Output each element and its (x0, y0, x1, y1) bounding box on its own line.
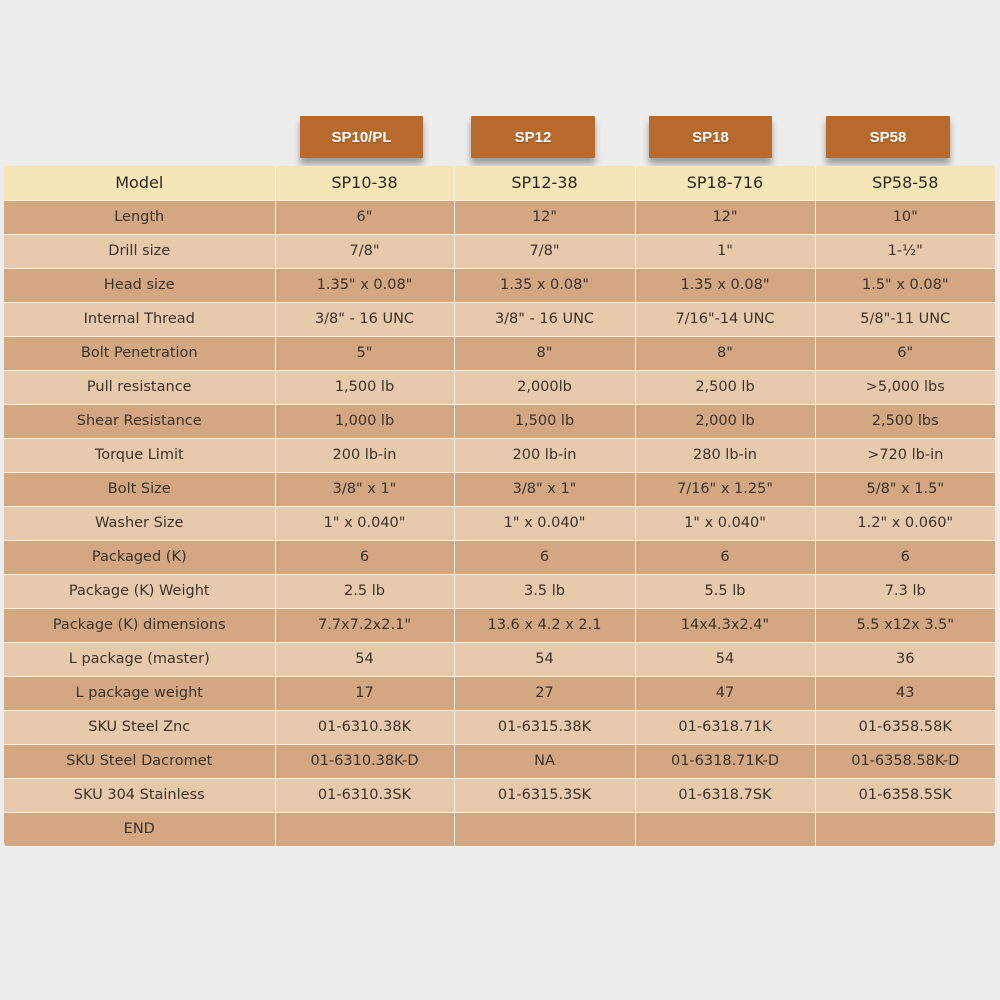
value-cell: 7.7x7.2x2.1" (275, 608, 454, 642)
table-row (4, 370, 995, 404)
tab-label: SP58 (869, 128, 907, 146)
value-cell: 200 lb-in (454, 438, 635, 472)
table-row (4, 574, 995, 608)
value-cell: 2,000lb (454, 370, 635, 404)
header-cell: SP10-38 (275, 166, 454, 200)
value-cell: 6 (275, 540, 454, 574)
value-cell (275, 812, 454, 846)
row-label-cell: L package (master) (4, 642, 275, 676)
value-cell: 01-6318.71K (635, 710, 815, 744)
value-cell: 3.5 lb (454, 574, 635, 608)
value-cell: 6" (275, 200, 454, 234)
value-cell: 1,000 lb (275, 404, 454, 438)
value-cell (454, 812, 635, 846)
value-cell: 1" x 0.040" (454, 506, 635, 540)
spec-table (4, 166, 995, 847)
value-cell: 2,500 lbs (815, 404, 995, 438)
table-row (4, 608, 995, 642)
value-cell: 6 (815, 540, 995, 574)
table-row (4, 200, 995, 234)
spec-table-container (4, 166, 995, 849)
value-cell: 5.5 lb (635, 574, 815, 608)
value-cell: 280 lb-in (635, 438, 815, 472)
value-cell: 01-6310.38K-D (275, 744, 454, 778)
header-cell: Model (4, 166, 275, 200)
value-cell: 01-6318.7SK (635, 778, 815, 812)
row-label-cell: Shear Resistance (4, 404, 275, 438)
value-cell: NA (454, 744, 635, 778)
value-cell (815, 812, 995, 846)
value-cell: 54 (275, 642, 454, 676)
value-cell: 1.35 x 0.08" (454, 268, 635, 302)
tab-label: SP10/PL (331, 128, 392, 146)
value-cell: 01-6315.3SK (454, 778, 635, 812)
value-cell: 54 (635, 642, 815, 676)
value-cell: 2,500 lb (635, 370, 815, 404)
row-label-cell: END (4, 812, 275, 846)
value-cell: 27 (454, 676, 635, 710)
value-cell: 13.6 x 4.2 x 2.1 (454, 608, 635, 642)
value-cell: 1,500 lb (454, 404, 635, 438)
value-cell: 47 (635, 676, 815, 710)
value-cell: 7/16" x 1.25" (635, 472, 815, 506)
table-row (4, 710, 995, 744)
value-cell: >5,000 lbs (815, 370, 995, 404)
value-cell: 2,000 lb (635, 404, 815, 438)
row-label-cell: Internal Thread (4, 302, 275, 336)
value-cell: 6 (454, 540, 635, 574)
value-cell: 01-6358.58K-D (815, 744, 995, 778)
value-cell: 01-6315.38K (454, 710, 635, 744)
value-cell: 3/8" x 1" (454, 472, 635, 506)
value-cell: 3/8" - 16 UNC (454, 302, 635, 336)
header-cell: SP58-58 (815, 166, 995, 200)
value-cell: 7/8" (275, 234, 454, 268)
value-cell: 43 (815, 676, 995, 710)
row-label-cell: Torque Limit (4, 438, 275, 472)
value-cell: 1.35 x 0.08" (635, 268, 815, 302)
value-cell: 5" (275, 336, 454, 370)
value-cell: 12" (454, 200, 635, 234)
value-cell: 1.5" x 0.08" (815, 268, 995, 302)
table-row (4, 744, 995, 778)
model-tabs (0, 0, 1000, 166)
value-cell (635, 812, 815, 846)
table-row (4, 676, 995, 710)
value-cell: 10" (815, 200, 995, 234)
value-cell: 1.2" x 0.060" (815, 506, 995, 540)
row-label-cell: Head size (4, 268, 275, 302)
value-cell: 12" (635, 200, 815, 234)
row-label-cell: Packaged (K) (4, 540, 275, 574)
row-label-cell: Package (K) Weight (4, 574, 275, 608)
header-cell: SP12-38 (454, 166, 635, 200)
row-label-cell: L package weight (4, 676, 275, 710)
value-cell: 6" (815, 336, 995, 370)
tab-sp58[interactable] (826, 116, 950, 158)
value-cell: 54 (454, 642, 635, 676)
value-cell: 36 (815, 642, 995, 676)
row-label-cell: Washer Size (4, 506, 275, 540)
table-row (4, 404, 995, 438)
value-cell: 6 (635, 540, 815, 574)
table-row (4, 472, 995, 506)
value-cell: 3/8" - 16 UNC (275, 302, 454, 336)
row-label-cell: SKU 304 Stainless (4, 778, 275, 812)
table-row (4, 302, 995, 336)
table-row (4, 540, 995, 574)
value-cell: 2.5 lb (275, 574, 454, 608)
table-row (4, 336, 995, 370)
table-row (4, 506, 995, 540)
value-cell: 8" (635, 336, 815, 370)
table-row (4, 642, 995, 676)
value-cell: 14x4.3x2.4" (635, 608, 815, 642)
value-cell: 7/8" (454, 234, 635, 268)
value-cell: >720 lb-in (815, 438, 995, 472)
value-cell: 1,500 lb (275, 370, 454, 404)
value-cell: 1.35" x 0.08" (275, 268, 454, 302)
tab-label: SP18 (692, 128, 729, 146)
value-cell: 01-6358.5SK (815, 778, 995, 812)
value-cell: 200 lb-in (275, 438, 454, 472)
value-cell: 3/8" x 1" (275, 472, 454, 506)
value-cell: 5/8"-11 UNC (815, 302, 995, 336)
row-label-cell: Drill size (4, 234, 275, 268)
table-row (4, 778, 995, 812)
value-cell: 01-6358.58K (815, 710, 995, 744)
value-cell: 7.3 lb (815, 574, 995, 608)
value-cell: 1-½" (815, 234, 995, 268)
row-label-cell: Pull resistance (4, 370, 275, 404)
value-cell: 01-6310.3SK (275, 778, 454, 812)
row-label-cell: SKU Steel Dacromet (4, 744, 275, 778)
value-cell: 7/16"-14 UNC (635, 302, 815, 336)
value-cell: 01-6310.38K (275, 710, 454, 744)
row-label-cell: Bolt Size (4, 472, 275, 506)
tab-sp12[interactable] (471, 116, 595, 158)
table-header-row (4, 166, 995, 200)
header-cell: SP18-716 (635, 166, 815, 200)
table-row (4, 438, 995, 472)
value-cell: 1" x 0.040" (635, 506, 815, 540)
tab-sp10-pl[interactable] (300, 116, 423, 158)
value-cell: 1" (635, 234, 815, 268)
value-cell: 8" (454, 336, 635, 370)
value-cell: 5.5 x12x 3.5" (815, 608, 995, 642)
table-row (4, 234, 995, 268)
value-cell: 1" x 0.040" (275, 506, 454, 540)
value-cell: 5/8" x 1.5" (815, 472, 995, 506)
tab-label: SP12 (514, 128, 552, 146)
tab-sp18[interactable] (649, 116, 772, 158)
row-label-cell: Package (K) dimensions (4, 608, 275, 642)
value-cell: 01-6318.71K-D (635, 744, 815, 778)
row-label-cell: Bolt Penetration (4, 336, 275, 370)
value-cell: 17 (275, 676, 454, 710)
row-label-cell: SKU Steel Znc (4, 710, 275, 744)
row-label-cell: Length (4, 200, 275, 234)
table-row (4, 268, 995, 302)
table-row (4, 812, 995, 846)
